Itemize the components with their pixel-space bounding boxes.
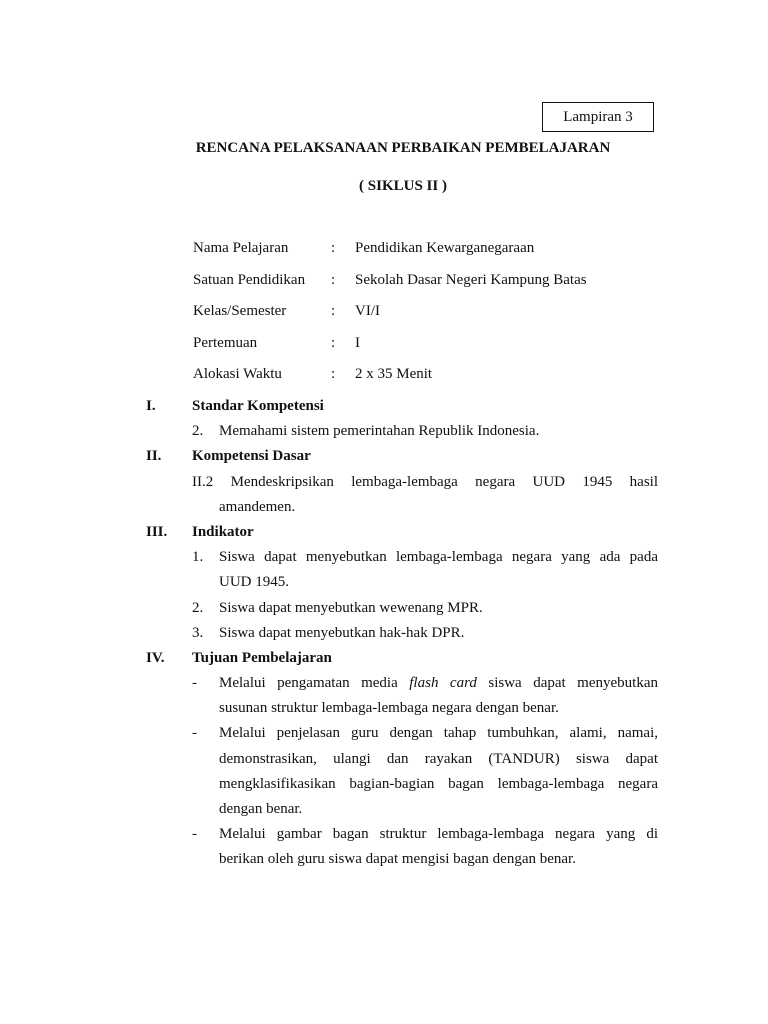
- info-value: Pendidikan Kewarganegaraan: [355, 240, 535, 256]
- info-colon: :: [331, 366, 336, 382]
- list-item: [146, 824, 658, 849]
- section-heading-line: [146, 522, 658, 547]
- paragraph-line: [146, 472, 658, 497]
- list-item-continuation: [146, 799, 658, 824]
- info-label: Nama Pelajaran: [193, 240, 289, 256]
- list-text: berikan oleh guru siswa dapat mengisi bagan dengan benar.: [219, 851, 576, 868]
- list-text: susunan struktur lembaga-lembaga negara dengan benar.: [219, 700, 559, 717]
- list-item-continuation: [146, 698, 658, 723]
- list-text: [219, 673, 658, 693]
- list-item: [146, 421, 658, 446]
- list-text: Siswa dapat menyebutkan wewenang MPR.: [219, 599, 483, 616]
- section-number: IV.: [146, 649, 165, 666]
- list-text: Melalui penjelasan guru dengan tahap tumbuhkan, alami, namai,: [219, 725, 658, 742]
- info-colon: :: [331, 303, 336, 319]
- list-text-emphasis: flash card: [409, 675, 477, 692]
- list-item-continuation: [146, 749, 658, 774]
- document-subtitle: ( SIKLUS II ): [359, 178, 447, 194]
- list-text: Melalui gambar bagan struktur lembaga-lembaga negara yang di: [219, 826, 658, 843]
- info-colon: :: [331, 334, 336, 351]
- section-heading-line: [146, 446, 658, 471]
- info-value: VI/I: [355, 303, 380, 319]
- list-item-continuation: [146, 572, 658, 597]
- list-item-continuation: [146, 774, 658, 799]
- info-label: Satuan Pendidikan: [193, 271, 306, 288]
- section-number: II.: [146, 448, 162, 465]
- list-text-part: siswa dapat menyebutkan: [476, 675, 658, 692]
- info-label: Pertemuan: [193, 334, 258, 351]
- list-marker: -: [192, 826, 197, 843]
- section-heading-line: [146, 396, 658, 421]
- list-text: demonstrasikan, ulangi dan rayakan (TANDUR) siswa dapat: [219, 750, 658, 767]
- info-value: I: [355, 334, 360, 351]
- info-label: Kelas/Semester: [193, 303, 287, 319]
- list-marker: 1.: [192, 549, 204, 566]
- list-text: mengklasifikasikan bagian-bagian bagan lembaga-lembaga negara: [219, 775, 658, 792]
- list-item: [146, 547, 658, 572]
- paragraph-text: amandemen.: [219, 498, 296, 515]
- info-colon: :: [331, 271, 336, 288]
- list-text-part: Melalui pengamatan media: [219, 675, 410, 692]
- list-text: Siswa dapat menyebutkan lembaga-lembaga negara yang ada pada: [219, 549, 658, 566]
- list-marker: -: [192, 675, 197, 692]
- section-number: I.: [146, 398, 156, 414]
- list-marker: 2.: [192, 423, 204, 440]
- list-text: Memahami sistem pemerintahan Republik Indonesia.: [219, 423, 540, 440]
- paragraph-text: II.2 Mendeskripsikan lembaga-lembaga negara UUD 1945 hasil: [192, 473, 658, 490]
- list-item: [146, 673, 658, 698]
- document-title: RENCANA PELAKSANAAN PERBAIKAN PEMBELAJARAN: [195, 140, 611, 156]
- info-label: Alokasi Waktu: [193, 366, 282, 382]
- section-heading: Standar Kompetensi: [192, 398, 324, 414]
- list-marker: 2.: [192, 599, 204, 616]
- section-number: III.: [146, 523, 168, 540]
- list-text: UUD 1945.: [219, 574, 289, 591]
- lampiran-box: Lampiran 3: [542, 102, 654, 132]
- info-value: 2 x 35 Menit: [355, 366, 433, 382]
- list-text: Siswa dapat menyebutkan hak-hak DPR.: [219, 624, 465, 641]
- list-item: [146, 723, 658, 748]
- section-heading: Tujuan Pembelajaran: [192, 649, 332, 666]
- info-value: Sekolah Dasar Negeri Kampung Batas: [355, 271, 587, 288]
- section-heading-line: [146, 648, 658, 673]
- list-item: [146, 598, 658, 623]
- content-body: [146, 396, 658, 875]
- section-heading: Indikator: [192, 523, 254, 540]
- section-heading: Kompetensi Dasar: [192, 448, 311, 465]
- list-marker: 3.: [192, 624, 204, 641]
- list-item-continuation: [146, 849, 658, 874]
- list-marker: -: [192, 725, 197, 742]
- list-item: [146, 623, 658, 648]
- info-colon: :: [331, 240, 336, 256]
- list-text: dengan benar.: [219, 801, 303, 817]
- paragraph-line: [146, 497, 658, 522]
